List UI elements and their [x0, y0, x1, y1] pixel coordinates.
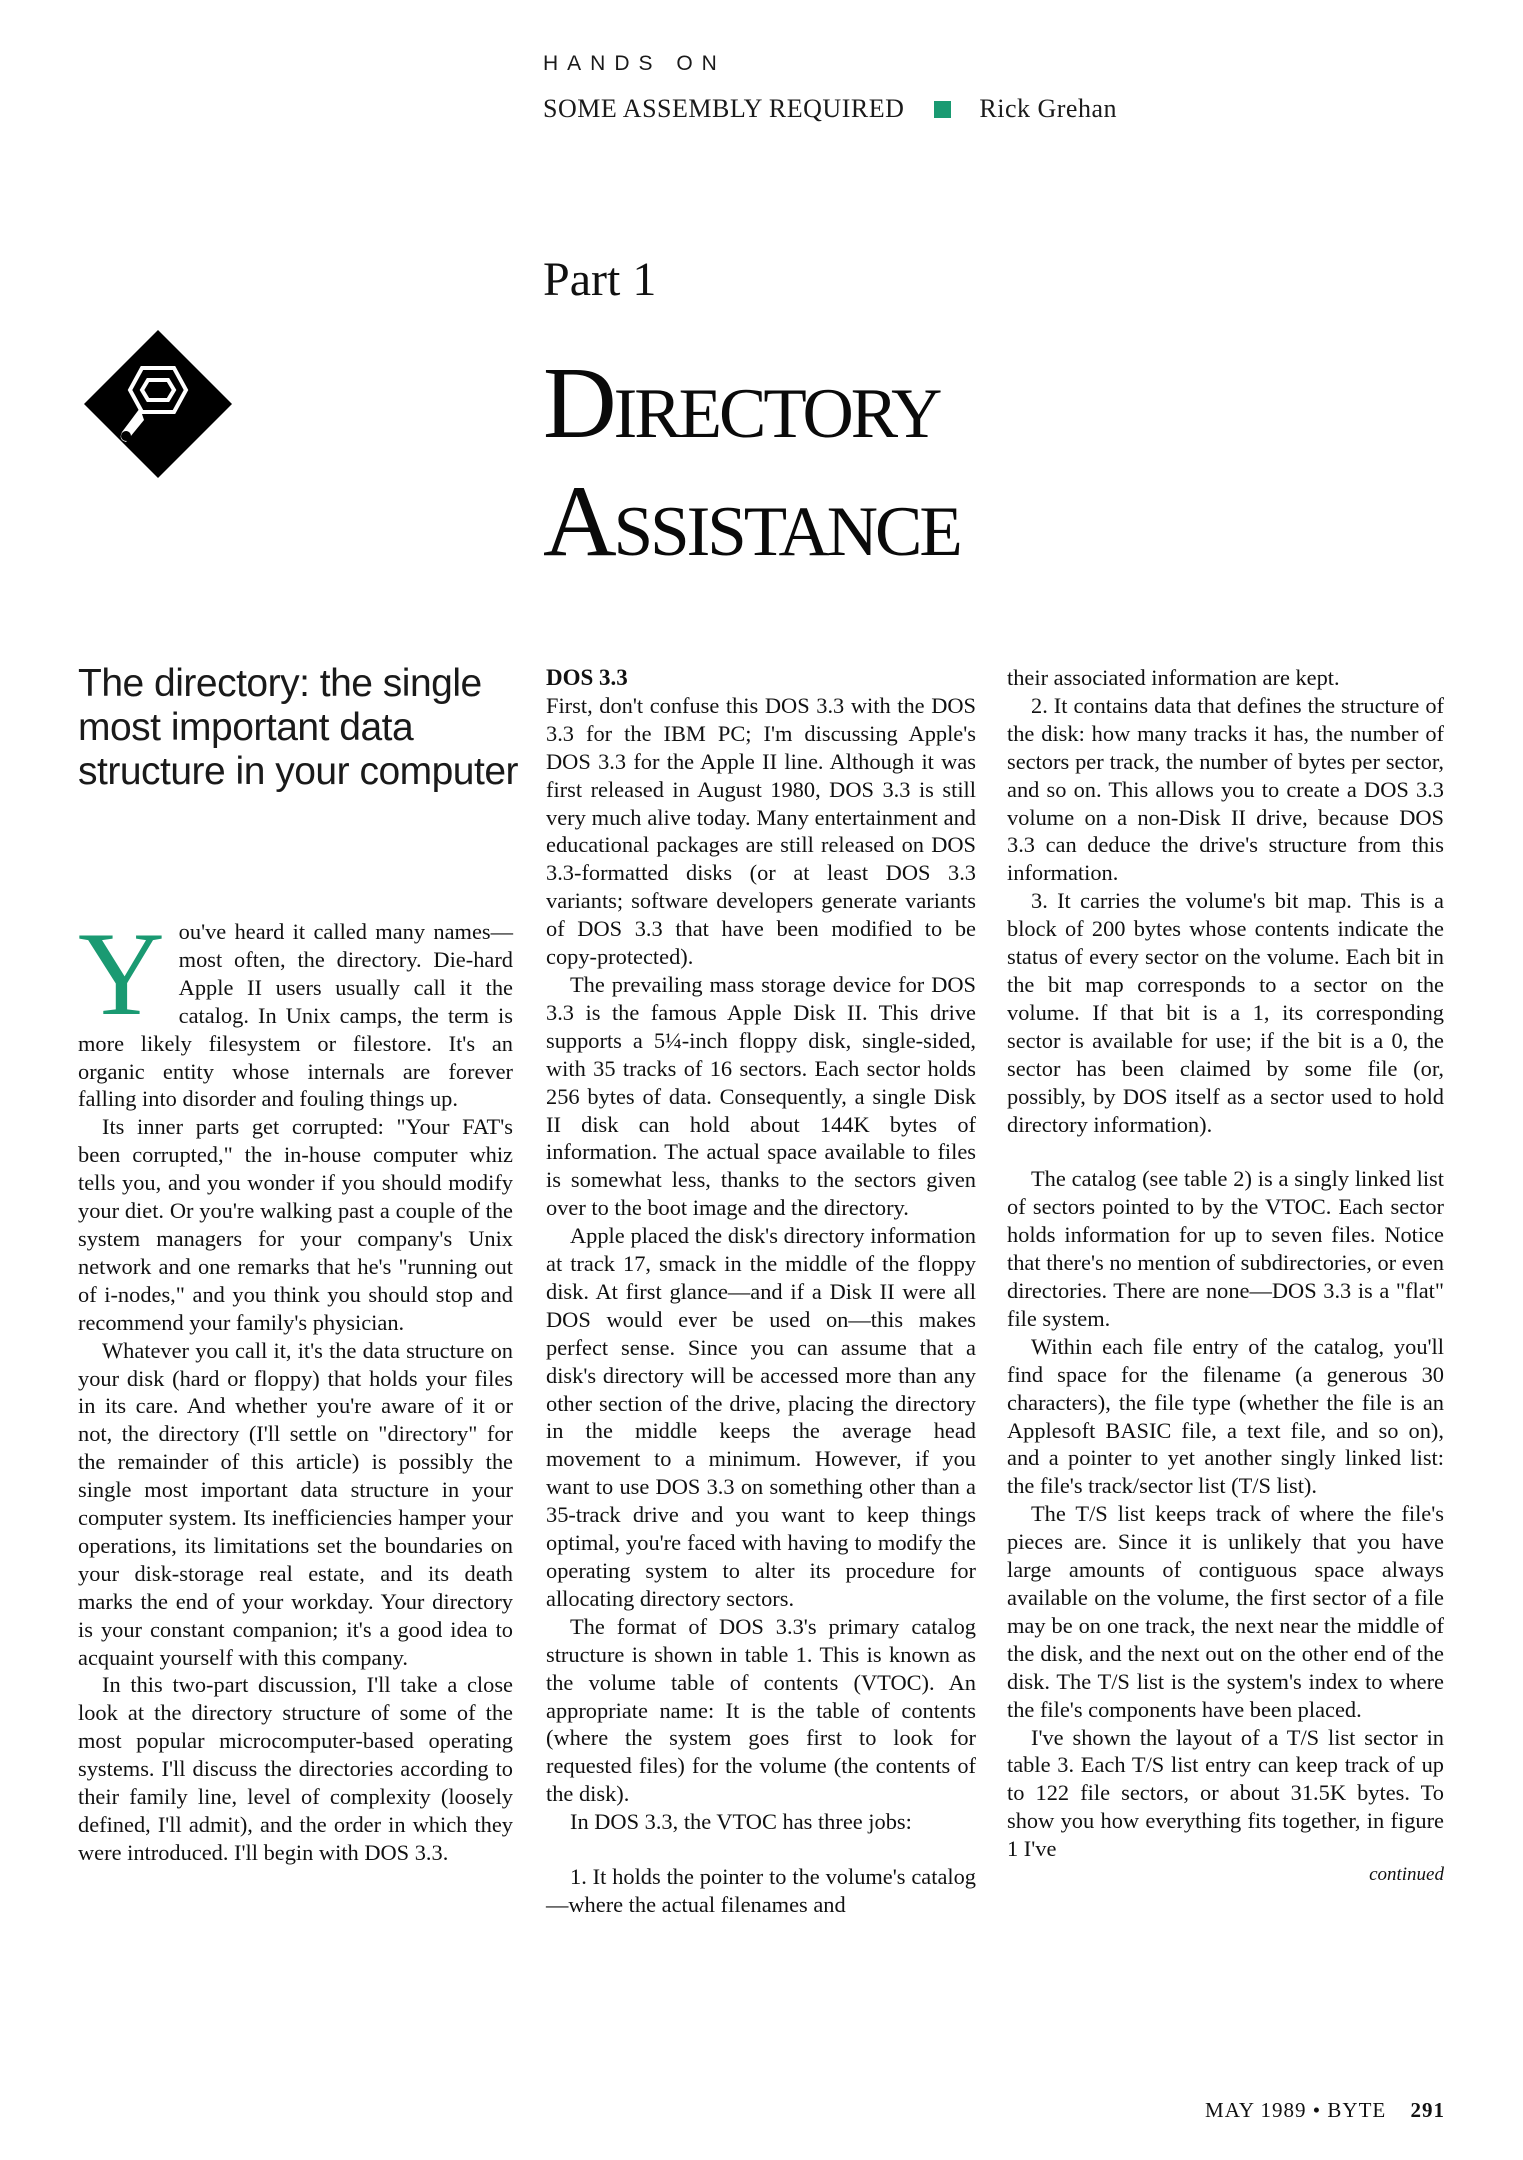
- part-label: Part 1: [543, 253, 657, 306]
- drop-cap: Y: [78, 907, 165, 1040]
- paragraph: ou've heard it called many names—most often, the directory. Die-hard Apple II users usually call it the catalog. In Unix camps, the term is more likely filesystem or filestore. It's an organic entity whose internals are forever falling into disorder and fouling things up.: [78, 919, 513, 1112]
- paragraph: Within each file entry of the catalog, you'll find space for the filename (a generous 30 characters), the file type (whether the file is an Applesoft BASIC file, a text file, and so on), and a pointer to yet another singly linked list: the file's track/sector list (T/S list).: [1007, 1333, 1444, 1499]
- paragraph: The catalog (see table 2) is a singly linked list of sectors pointed to by the VTOC. Each sector holds information for up to seven files. Notice that there's no mention of subdirectories, or even directories. There are none—DOS 3.3 is a "flat" file system.: [1007, 1166, 1444, 1331]
- paragraph: 3. It carries the volume's bit map. This is a block of 200 bytes whose contents indicate the status of every sector on the volume. Each bit in the bit map corresponds to a sector on the volume. If that bit is a 1, its corresponding sector is available for use; if the bit is a 0, the sector has been claimed by some file (or, possibly, by DOS itself as a sector used to hold directory information).: [1007, 888, 1444, 1137]
- page-footer: [1205, 2098, 1445, 2123]
- article-deck: The directory: the single most important data structure in your computer: [78, 662, 519, 793]
- title-line-1: Directory: [543, 347, 940, 460]
- paragraph: Apple placed the disk's directory information at track 17, smack in the middle of the floppy disk. At first glance—and if a Disk II were all DOS would ever be used on—this makes perfect sense. Since you can assume that a disk's directory will be accessed more than any other section of the drive, placing the directory in the middle keeps the average head movement to a minimum. However, if you want to use DOS 3.3 on something other than a 35-track drive and you want to keep things optimal, you're faced with having to modify the operating system to alter its procedure for allocating directory sectors.: [546, 1223, 976, 1611]
- paragraph: The prevailing mass storage device for DOS 3.3 is the famous Apple Disk II. This drive supports a 5¼-inch floppy disk, single-sided, with 35 tracks of 16 sectors. Each sector holds 256 bytes of data. Consequently, a single Disk II disk can hold about 144K bytes of information. The actual space available to files is somewhat less, thanks to the sectors given over to the boot image and the directory.: [546, 971, 976, 1221]
- section-heading: DOS 3.3: [546, 665, 628, 690]
- column-1: [78, 907, 513, 1867]
- column-3: [1007, 664, 1444, 1887]
- column-2: [546, 664, 976, 1919]
- paragraph: The T/S list keeps track of where the file's pieces are. Since it is unlikely that you have large amounts of contiguous space always available on the volume, the first sector of a file may be on one track, the next near the middle of the disk, and the next out on the other end of the disk. The T/S list is the system's index to where the file's components have been placed.: [1007, 1501, 1444, 1722]
- paragraph: Whatever you call it, it's the data structure on your disk (hard or floppy) that holds your files in its care. And whether you're aware of it or not, the directory (I'll settle on "directory" for the remainder of this article) is possibly the single most important data structure in your computer system. Its inefficiencies hamper your operations, its limitations set the boundaries on your disk-storage real estate, and its death marks the end of your workday. Your directory is your constant companion; it's a good idea to acquaint yourself with this company.: [78, 1337, 513, 1670]
- paragraph: In this two-part discussion, I'll take a close look at the directory structure of some of the most popular microcomputer-based operating systems. I'll discuss the directories according to their family line, level of complexity (loosely defined, I'll admit), and the order in which they were introduced. I'll begin with DOS 3.3.: [78, 1672, 513, 1865]
- page-number: 291: [1410, 2098, 1445, 2122]
- department-name: SOME ASSEMBLY REQUIRED: [543, 94, 905, 123]
- paragraph: First, don't confuse this DOS 3.3 with the DOS 3.3 for the IBM PC; I'm discussing Apple's DOS 3.3 for the Apple II line. Although it was first released in August 1980, DOS 3.3 is still very much alive today. Many entertainment and educational packages are still released on DOS 3.3-formatted disks (or at least DOS 3.3 variants; software developers generate variants of DOS 3.3 that have been modified to be copy-protected).: [546, 692, 976, 970]
- paragraph: Its inner parts get corrupted: "Your FAT's been corrupted," the in-house computer whiz tells you, and you wonder if you should modify your diet. Or you're walking past a couple of the system managers for your company's Unix network and one remarks that he's "running out of i-nodes," and you think you should stop and recommend your family's physician.: [78, 1114, 513, 1335]
- paragraph: 1. It holds the pointer to the volume's catalog—where the actual filenames and: [546, 1864, 976, 1917]
- paragraph: I've shown the layout of a T/S list sector in table 3. Each T/S list entry can keep track of up to 122 file sectors, or about 31.5K bytes. To show you how everything fits together, in figure 1 I've: [1007, 1724, 1444, 1862]
- department-line: [543, 94, 1117, 124]
- issue-line: MAY 1989 • BYTE: [1205, 2098, 1387, 2122]
- paragraph: In DOS 3.3, the VTOC has three jobs:: [570, 1809, 912, 1835]
- continued-note: continued: [1369, 1864, 1444, 1886]
- title-line-2: Assistance: [543, 465, 960, 578]
- paragraph: The format of DOS 3.3's primary catalog structure is shown in table 1. This is known as the volume table of contents (VTOC). An appropriate name: It is the table of contents (where the system goes first to look for requested files) for the volume (the contents of the disk).: [546, 1613, 976, 1807]
- wrench-diamond-icon: [82, 328, 234, 480]
- square-bullet-icon: [934, 101, 951, 118]
- article-title: [543, 345, 960, 581]
- section-kicker: HANDS ON: [543, 52, 726, 75]
- author-name: Rick Grehan: [979, 94, 1117, 123]
- paragraph: 2. It contains data that defines the structure of the disk: how many tracks it has, the number of sectors per track, the number of bytes per sector, and so on. This allows you to create a DOS 3.3 volume on a non-Disk II drive, because DOS 3.3 can deduce the drive's structure from this information.: [1007, 692, 1444, 886]
- paragraph: their associated information are kept.: [1007, 665, 1340, 690]
